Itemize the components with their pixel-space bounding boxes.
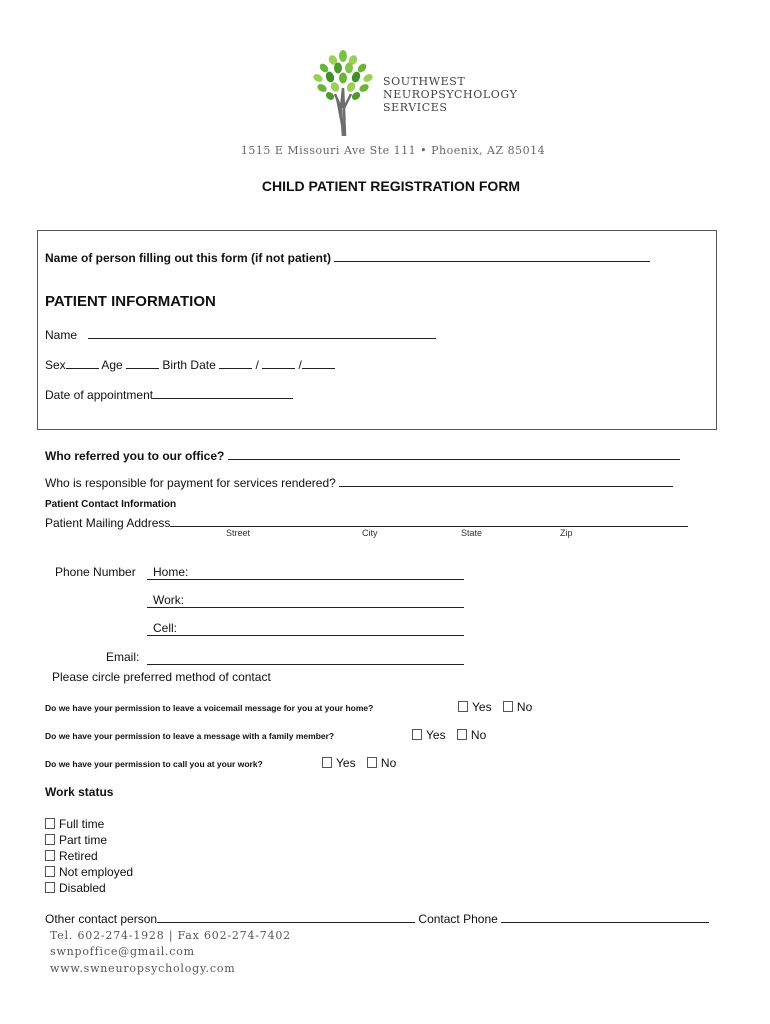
permission-3-options — [322, 756, 396, 770]
payment-label: Who is responsible for payment for services rendered? — [45, 476, 336, 490]
contact-heading: Patient Contact Information — [45, 499, 177, 510]
footer-web: www.swneuropsychology.com — [50, 962, 236, 975]
work-status-option[interactable]: Retired — [45, 848, 133, 864]
checkbox-icon[interactable] — [45, 834, 55, 845]
yes-option: Yes — [472, 700, 492, 714]
yes-option: Yes — [336, 756, 356, 770]
footer-email: swnpoffice@gmail.com — [50, 945, 195, 958]
address-street: Street — [226, 528, 251, 538]
checkbox-icon[interactable] — [45, 818, 55, 829]
circle-note: Please circle preferred method of contact — [52, 670, 271, 684]
tree-logo — [308, 48, 378, 138]
birth-day-field[interactable] — [262, 355, 295, 369]
contact-phone-label: Contact Phone — [418, 912, 498, 926]
referred-row — [45, 446, 680, 463]
home-phone-field[interactable] — [147, 565, 464, 580]
cell-label: Cell: — [153, 621, 178, 635]
permission-question-1: Do we have your permission to leave a voicemail message for you at your home? — [45, 703, 374, 713]
filler-name-label: Name of person filling out this form (if not patient) — [45, 251, 331, 265]
other-contact-field[interactable] — [157, 909, 415, 923]
checkbox-icon[interactable] — [458, 701, 468, 712]
checkbox-icon[interactable] — [322, 757, 332, 768]
checkbox-icon[interactable] — [412, 729, 422, 740]
work-status-heading: Work status — [45, 785, 114, 799]
checkbox-icon[interactable] — [45, 850, 55, 861]
referred-label: Who referred you to our office? — [45, 449, 225, 463]
slash-1: / — [255, 358, 259, 372]
home-label: Home: — [153, 565, 189, 579]
work-status-option[interactable]: Part time — [45, 832, 133, 848]
appointment-field[interactable] — [153, 385, 293, 399]
birth-month-field[interactable] — [219, 355, 252, 369]
checkbox-icon[interactable] — [503, 701, 513, 712]
cell-phone-field[interactable] — [147, 621, 464, 636]
age-label: Age — [101, 358, 123, 372]
payment-row — [45, 473, 673, 490]
mailing-field[interactable] — [170, 513, 688, 527]
permission-question-2: Do we have your permission to leave a message with a family member? — [45, 731, 335, 741]
logo-text: SOUTHWEST NEUROPSYCHOLOGY SERVICES — [383, 75, 518, 114]
mailing-label: Patient Mailing Address — [45, 516, 171, 530]
checkbox-icon[interactable] — [45, 882, 55, 893]
work-status-list — [45, 816, 133, 896]
other-contact-row — [45, 909, 709, 926]
no-option: No — [470, 728, 487, 742]
permission-1-options — [458, 700, 532, 714]
email-field[interactable] — [147, 650, 464, 665]
birth-year-field[interactable] — [302, 355, 335, 369]
demographics-row — [45, 355, 335, 372]
checkbox-icon[interactable] — [367, 757, 377, 768]
work-phone-field[interactable] — [147, 593, 464, 608]
work-status-option[interactable]: Disabled — [45, 880, 133, 896]
checkbox-icon[interactable] — [45, 866, 55, 877]
work-status-option[interactable]: Not employed — [45, 864, 133, 880]
other-contact-label: Other contact person — [45, 912, 158, 926]
email-label: Email: — [106, 650, 140, 664]
patient-info-heading: PATIENT INFORMATION — [45, 293, 216, 310]
sex-label: Sex — [45, 358, 66, 372]
form-title: CHILD PATIENT REGISTRATION FORM — [261, 178, 521, 194]
permission-2-options — [412, 728, 486, 742]
address-city: City — [362, 528, 378, 538]
contact-phone-field[interactable] — [501, 909, 709, 923]
work-status-option[interactable]: Full time — [45, 816, 133, 832]
slash-2: / — [298, 358, 302, 372]
filler-name-row — [45, 248, 650, 265]
appointment-label: Date of appointment — [45, 388, 154, 402]
clinic-address: 1515 E Missouri Ave Ste 111 • Phoenix, AZ 85014 — [240, 144, 546, 157]
age-field[interactable] — [126, 355, 159, 369]
no-option: No — [516, 700, 533, 714]
no-option: No — [380, 756, 397, 770]
sex-field[interactable] — [66, 355, 99, 369]
address-state: State — [461, 528, 483, 538]
payment-field[interactable] — [339, 473, 673, 487]
yes-option: Yes — [426, 728, 446, 742]
footer-tel: Tel. 602-274-1928 | Fax 602-274-7402 — [50, 929, 291, 942]
filler-name-field[interactable] — [334, 248, 650, 262]
phone-label: Phone Number — [55, 565, 136, 579]
name-row — [45, 325, 436, 342]
work-label: Work: — [153, 593, 185, 607]
permission-question-3: Do we have your permission to call you at your work? — [45, 759, 263, 769]
name-field[interactable] — [88, 325, 436, 339]
address-zip: Zip — [560, 528, 573, 538]
name-label: Name — [45, 328, 78, 342]
birth-date-label: Birth Date — [162, 358, 216, 372]
appointment-row — [45, 385, 293, 402]
checkbox-icon[interactable] — [457, 729, 467, 740]
referred-field[interactable] — [228, 446, 680, 460]
